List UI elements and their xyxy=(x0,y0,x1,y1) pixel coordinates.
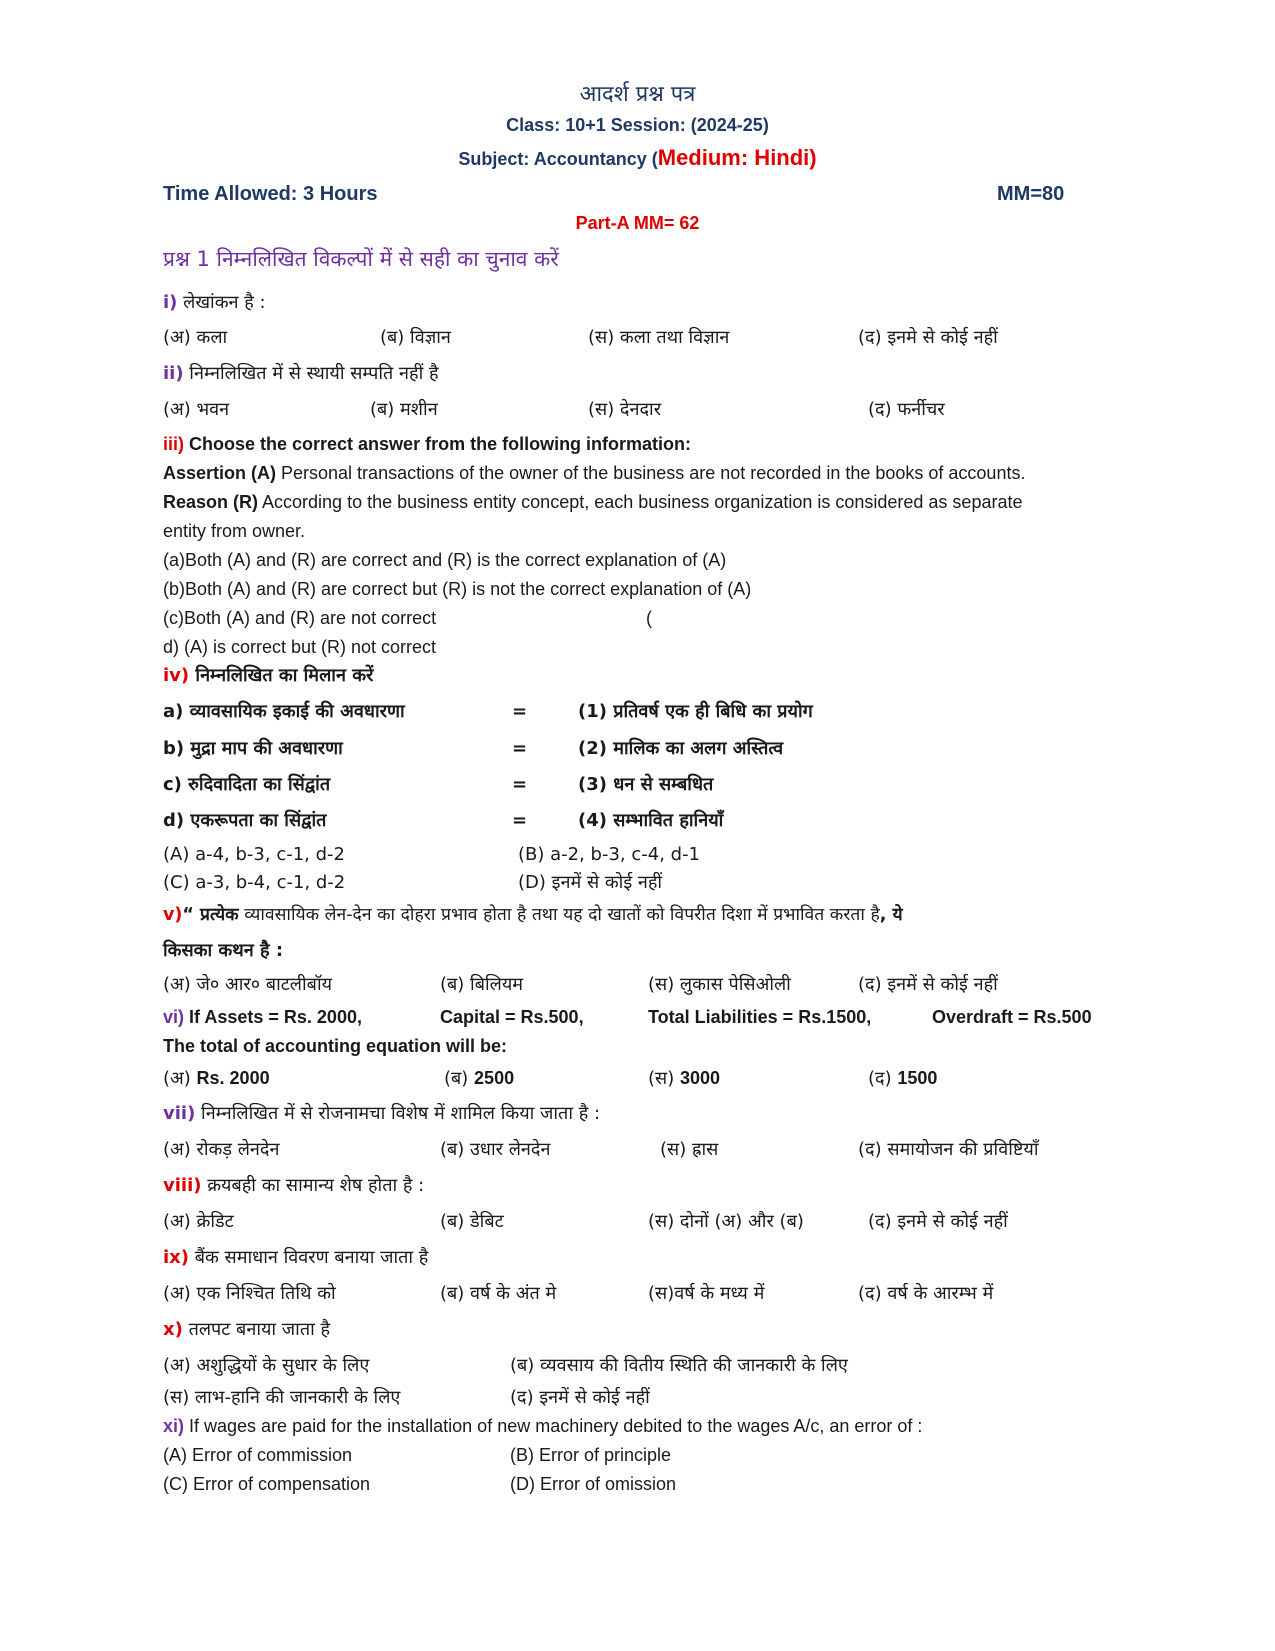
option-value: 3000 xyxy=(679,1068,720,1088)
option-vi-c xyxy=(648,1066,720,1091)
question-iv xyxy=(163,664,373,688)
reason-continuation: entity from owner. xyxy=(163,521,306,541)
option-vii-a: (अ) रोकड़ लेनदेन xyxy=(163,1139,280,1160)
question-text: क्रयबही का सामान्य शेष होता है : xyxy=(201,1175,425,1196)
option-prefix: (ब) xyxy=(444,1068,475,1089)
option-i-a: (अ) कला xyxy=(163,327,228,348)
question-v-line2: किसका कथन है : xyxy=(163,940,284,961)
capital-value: Capital = Rs.500, xyxy=(440,1007,584,1027)
option-value: 2500 xyxy=(474,1068,515,1088)
match-right-3: (3) धन से सम्बधित xyxy=(578,774,714,795)
question-number: viii) xyxy=(163,1175,202,1196)
match-left-b: b) मुद्रा माप की अवधारणा xyxy=(163,738,343,759)
option-ii-d: (द) फर्नीचर xyxy=(868,399,945,420)
overdraft-value: Overdraft = Rs.500 xyxy=(932,1007,1092,1027)
question-number: ix) xyxy=(163,1247,190,1268)
option-vii-b: (ब) उधार लेनदेन xyxy=(440,1139,551,1160)
question-text: व्यावसायिक लेन-देन का दोहरा प्रभाव होता है तथा यह दो खातों को विपरीत दिशा में प्रभावित करता है xyxy=(238,905,880,925)
question-number: vi) xyxy=(163,1007,185,1027)
question-tail: , ये xyxy=(879,905,903,925)
option-vi-d xyxy=(868,1066,937,1091)
option-i-d: (द) इनमे से कोई नहीं xyxy=(858,327,998,348)
question-vi xyxy=(163,1005,362,1029)
part-a-heading: Part-A MM= 62 xyxy=(575,213,700,233)
subject-line xyxy=(0,144,1275,173)
question-number: vii) xyxy=(163,1103,196,1124)
option-xi-a: (A) Error of commission xyxy=(163,1445,353,1465)
reason-line xyxy=(163,490,1022,514)
subject-medium: Medium: Hindi) xyxy=(657,145,817,170)
option-value: 1500 xyxy=(897,1068,938,1088)
option-x-b: (ब) व्यवसाय की वितीय स्थिति की जानकारी के लिए xyxy=(510,1355,848,1376)
question-i xyxy=(163,291,266,315)
option-value: Rs. 2000 xyxy=(196,1068,270,1088)
liabilities-value: Total Liabilities = Rs.1500, xyxy=(648,1007,872,1027)
class-session: Class: 10+1 Session: (2024-25) xyxy=(506,115,769,135)
question-text: If wages are paid for the installation of new machinery debited to the wages A/c, an error of : xyxy=(184,1416,923,1436)
question-quote: “ प्रत्येक xyxy=(182,905,239,925)
question-v xyxy=(163,903,903,927)
question-1-heading: प्रश्न 1 निम्नलिखित विकल्पों में से सही का चुनाव करें xyxy=(163,247,559,271)
question-number: xi) xyxy=(163,1416,185,1436)
option-v-d: (द) इनमें से कोई नहीं xyxy=(858,974,998,995)
option-iii-c: (c)Both (A) and (R) are not correct xyxy=(163,608,437,628)
question-iii xyxy=(163,432,691,456)
option-iv-a: (A) a-4, b-3, c-1, d-2 xyxy=(163,844,345,865)
option-v-a: (अ) जे० आर० बाटलीबॉय xyxy=(163,974,333,995)
time-allowed: Time Allowed: 3 Hours xyxy=(163,183,378,205)
question-xi xyxy=(163,1414,922,1438)
question-text: निम्नलिखित में से रोजनामचा विशेष में शामिल किया जाता है : xyxy=(195,1103,601,1124)
question-number: v) xyxy=(163,905,183,925)
option-i-b: (ब) विज्ञान xyxy=(380,327,451,348)
question-number: ii) xyxy=(163,363,184,384)
option-ix-b: (ब) वर्ष के अंत मे xyxy=(440,1283,557,1304)
option-viii-d: (द) इनमे से कोई नहीं xyxy=(868,1211,1008,1232)
question-ix xyxy=(163,1246,428,1270)
max-marks: MM=80 xyxy=(997,183,1065,205)
option-v-b: (ब) बिलियम xyxy=(440,974,524,995)
option-ix-a: (अ) एक निश्चित तिथि को xyxy=(163,1283,336,1304)
option-vii-c: (स) ह्रास xyxy=(660,1139,719,1160)
match-right-2: (2) मालिक का अलग अस्तित्व xyxy=(578,738,784,759)
match-equals: = xyxy=(512,810,528,831)
option-v-c: (स) लुकास पेसिओली xyxy=(648,974,791,995)
assertion-line xyxy=(163,461,1025,485)
match-equals: = xyxy=(512,774,528,795)
option-xi-c: (C) Error of compensation xyxy=(163,1474,371,1494)
question-text: Choose the correct answer from the following information: xyxy=(184,434,692,454)
option-iv-b: (B) a-2, b-3, c-4, d-1 xyxy=(518,844,701,865)
match-left-d: d) एकरूपता का सिंद्वांत xyxy=(163,810,327,831)
question-text: निम्नलिखित में से स्थायी सम्पति नहीं है xyxy=(183,363,439,384)
question-vii xyxy=(163,1102,600,1126)
option-viii-c: (स) दोनों (अ) और (ब) xyxy=(648,1211,804,1232)
option-vi-b xyxy=(444,1066,514,1091)
option-ii-b: (ब) मशीन xyxy=(370,399,438,420)
option-iii-b: (b)Both (A) and (R) are correct but (R) is not the correct explanation of (A) xyxy=(163,579,752,599)
option-viii-b: (ब) डेबिट xyxy=(440,1211,504,1232)
option-vi-a xyxy=(163,1066,270,1091)
question-number: iii) xyxy=(163,434,184,454)
match-equals: = xyxy=(512,701,528,722)
option-xi-d: (D) Error of omission xyxy=(510,1474,677,1494)
question-number: iv) xyxy=(163,665,190,686)
assertion-label: Assertion (A) xyxy=(163,463,277,483)
question-text: निम्नलिखित का मिलान करें xyxy=(189,665,374,686)
subject-label: Subject: Accountancy ( xyxy=(458,149,658,169)
option-iv-d: (D) इनमें से कोई नहीं xyxy=(518,872,663,893)
question-x xyxy=(163,1318,330,1342)
paper-title: आदर्श प्रश्न पत्र xyxy=(579,82,696,107)
question-text: बैंक समाधान विवरण बनाया जाता है xyxy=(189,1247,429,1268)
match-left-c: c) रुदिवादिता का सिंद्वांत xyxy=(163,774,331,795)
option-iii-a: (a)Both (A) and (R) are correct and (R) is the correct explanation of (A) xyxy=(163,550,727,570)
option-x-c: (स) लाभ-हानि की जानकारी के लिए xyxy=(163,1387,401,1408)
option-prefix: (अ) xyxy=(163,1068,197,1089)
reason-text: According to the business entity concept, each business organization is considered as separate xyxy=(258,492,1023,512)
option-iv-c: (C) a-3, b-4, c-1, d-2 xyxy=(163,872,346,893)
option-ix-c: (स)वर्ष के मध्य में xyxy=(648,1283,765,1304)
match-right-1: (1) प्रतिवर्ष एक ही बिधि का प्रयोग xyxy=(578,701,813,722)
option-ii-c: (स) देनदार xyxy=(588,399,662,420)
question-number: x) xyxy=(163,1319,183,1340)
option-ix-d: (द) वर्ष के आरम्भ में xyxy=(858,1283,994,1304)
match-right-4: (4) सम्भावित हानियाँ xyxy=(578,810,724,831)
question-ii xyxy=(163,362,439,386)
question-number: i) xyxy=(163,292,178,313)
assertion-text: Personal transactions of the owner of the business are not recorded in the books of accounts. xyxy=(276,463,1026,483)
option-prefix: (द) xyxy=(868,1068,898,1089)
option-x-a: (अ) अशुद्धियों के सुधार के लिए xyxy=(163,1355,370,1376)
question-viii xyxy=(163,1174,424,1198)
option-x-d: (द) इनमें से कोई नहीं xyxy=(510,1387,650,1408)
option-ii-a: (अ) भवन xyxy=(163,399,230,420)
option-vii-d: (द) समायोजन की प्रविष्टियाँ xyxy=(858,1139,1039,1160)
option-i-c: (स) कला तथा विज्ञान xyxy=(588,327,730,348)
question-text: तलपट बनाया जाता है xyxy=(182,1319,331,1340)
match-equals: = xyxy=(512,738,528,759)
assets-value: If Assets = Rs. 2000, xyxy=(189,1007,362,1027)
option-xi-b: (B) Error of principle xyxy=(510,1445,672,1465)
stray-parenthesis: ( xyxy=(646,608,652,628)
option-prefix: (स) xyxy=(648,1068,680,1089)
option-viii-a: (अ) क्रेडिट xyxy=(163,1211,234,1232)
reason-label: Reason (R) xyxy=(163,492,259,512)
question-vi-line2: The total of accounting equation will be: xyxy=(163,1036,507,1056)
match-left-a: a) व्यावसायिक इकाई की अवधारणा xyxy=(163,701,405,722)
option-iii-d: d) (A) is correct but (R) not correct xyxy=(163,637,437,657)
question-text: लेखांकन है : xyxy=(177,292,266,313)
